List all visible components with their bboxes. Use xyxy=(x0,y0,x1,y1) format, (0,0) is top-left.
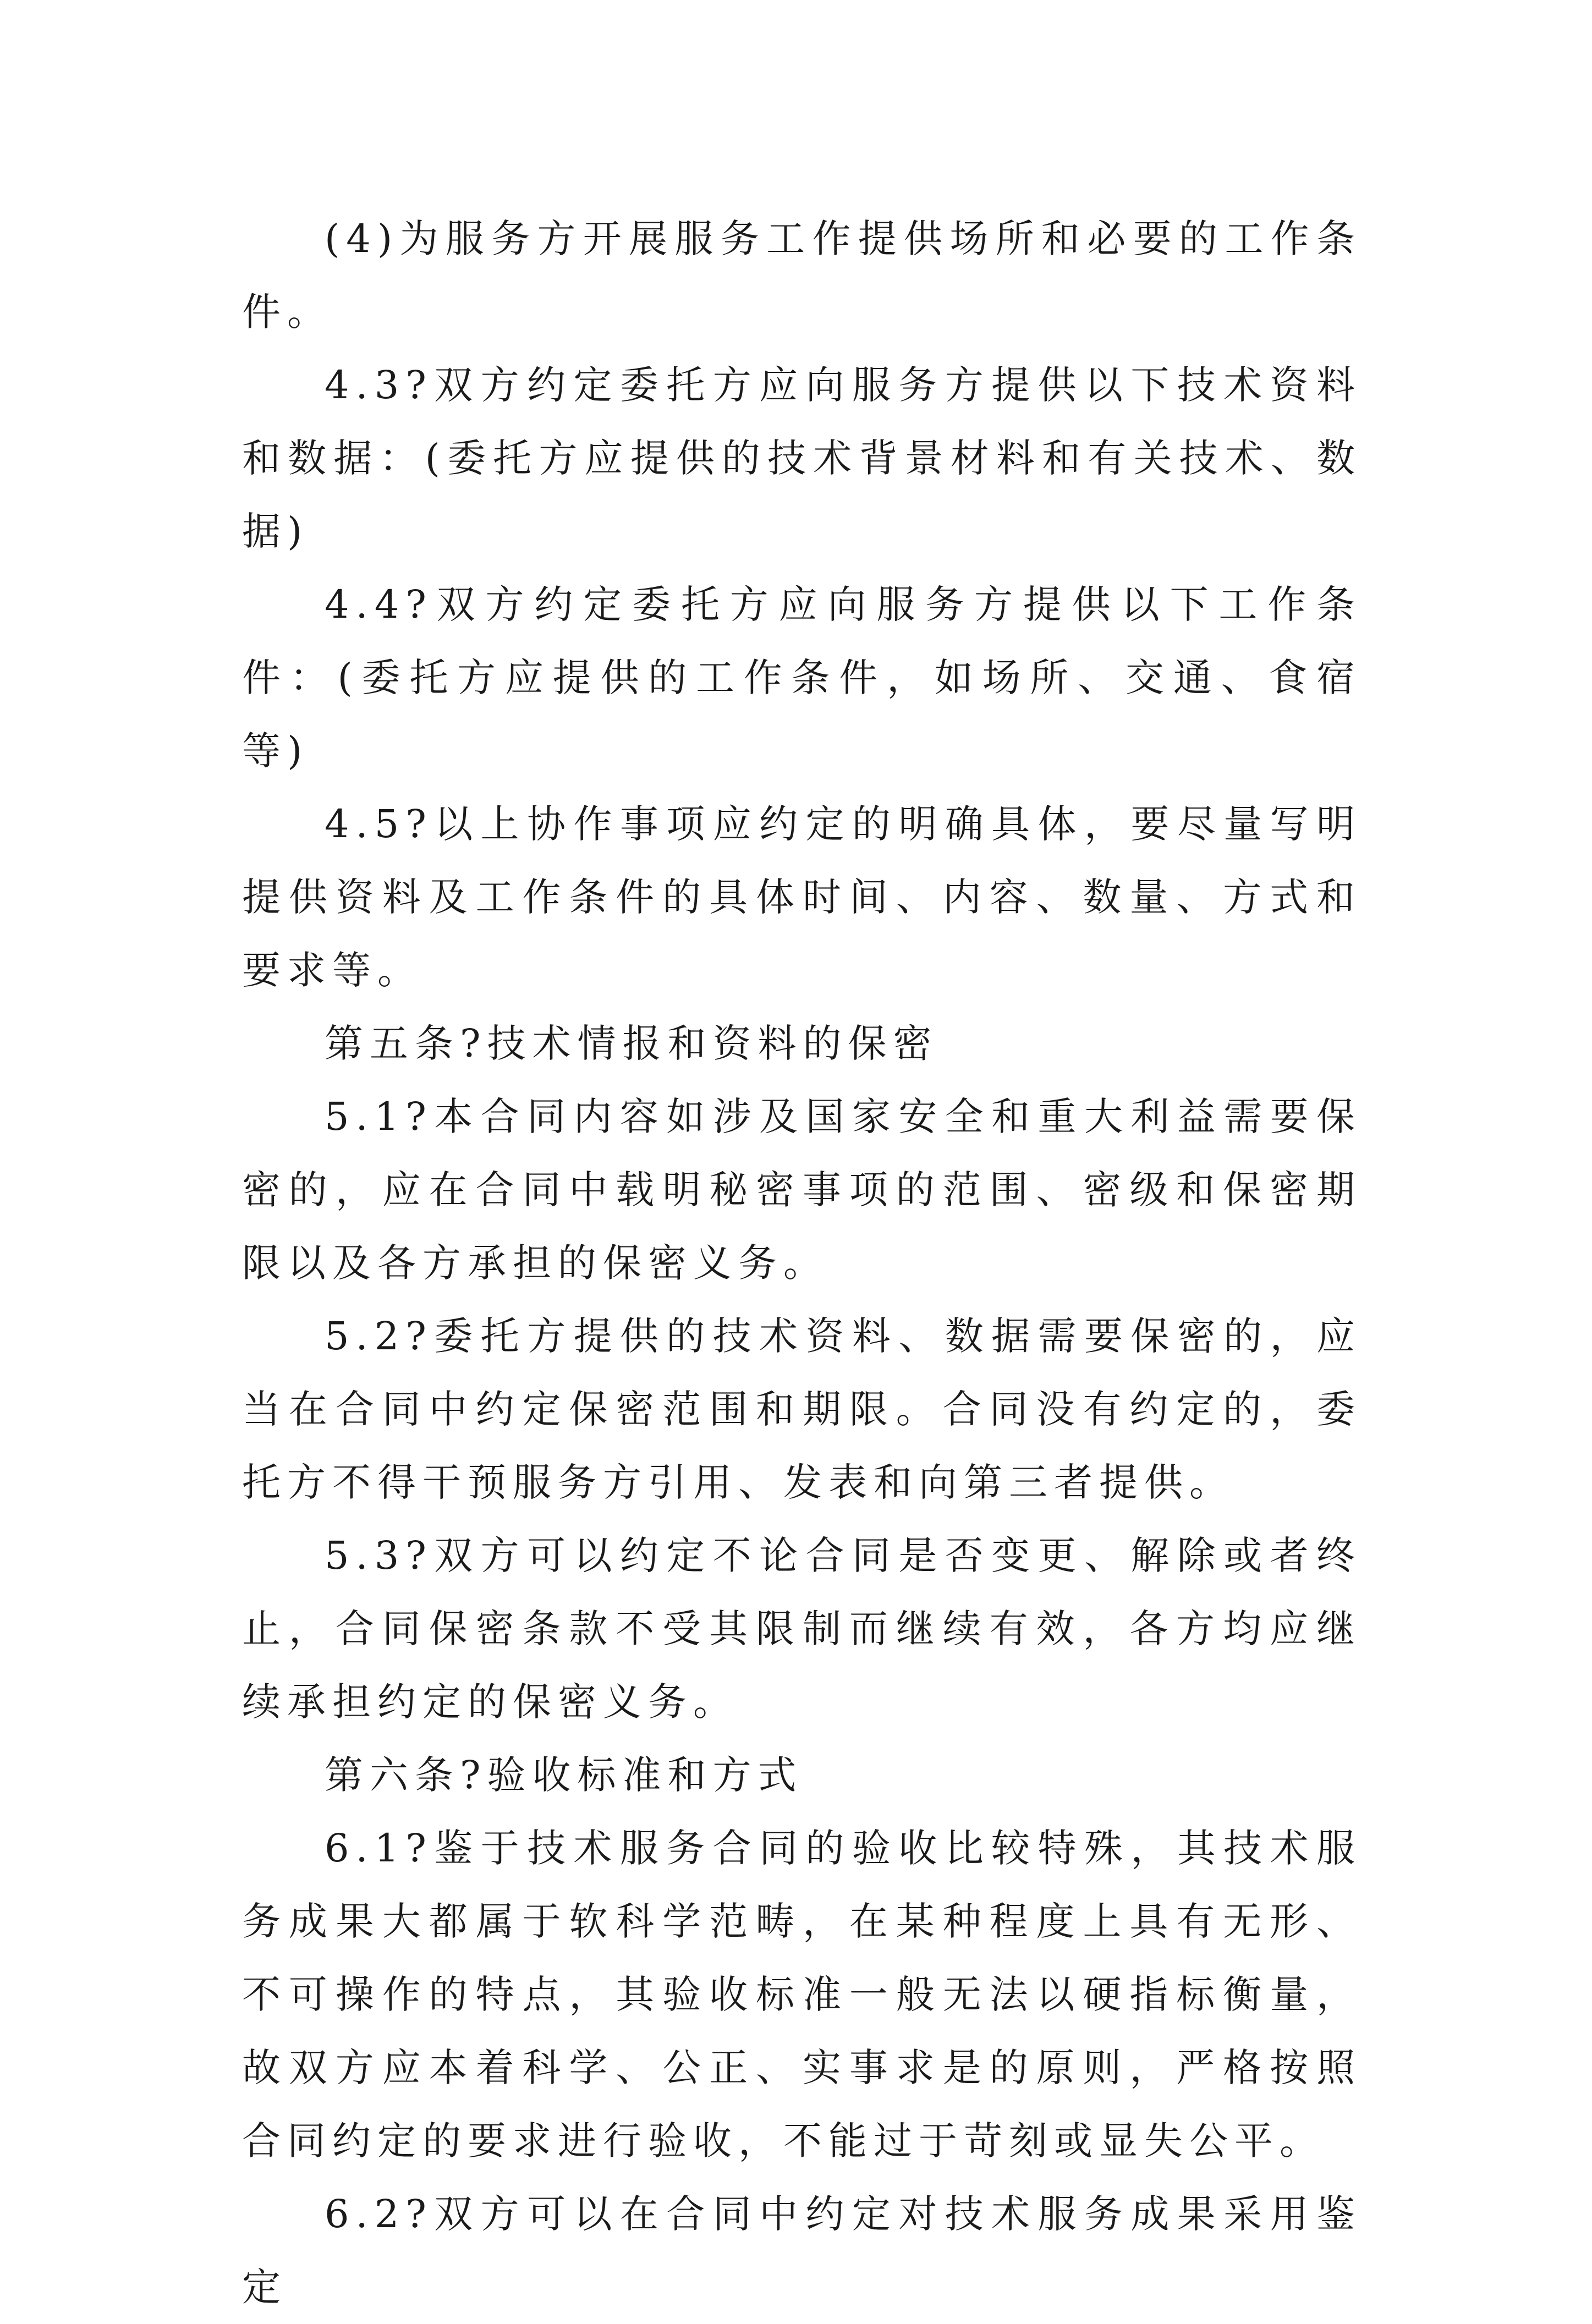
section-heading-article-6: 第六条?验收标准和方式 xyxy=(325,1752,803,1798)
paragraph-5-3: 5.3?双方可以约定不论合同是否变更、解除或者终止，合同保密条款不受其限制而继续有效，各方均应继续承担约定的保密义务。 xyxy=(242,1533,1362,1724)
paragraph-item-4: (4)为服务方开展服务工作提供场所和必要的工作条件。 xyxy=(242,216,1362,334)
paragraph-6-1: 6.1?鉴于技术服务合同的验收比较特殊，其技术服务成果大都属于软科学范畴，在某种程度上具有无形、不可操作的特点，其验收标准一般无法以硬指标衡量，故双方应本着科学、公正、实事求是的原则，严格按照合同约定的要求进行验收，不能过于苛刻或显失公平。 xyxy=(242,1826,1362,2163)
section-heading-article-5: 第五条?技术情报和资料的保密 xyxy=(325,1021,938,1066)
paragraph-4-4: 4.4?双方约定委托方应向服务方提供以下工作条件：(委托方应提供的工作条件，如场所、交通、食宿等) xyxy=(242,582,1362,773)
paragraph-5-1: 5.1?本合同内容如涉及国家安全和重大利益需要保密的，应在合同中载明秘密事项的范围、密级和保密期限以及各方承担的保密义务。 xyxy=(242,1094,1362,1285)
paragraph-5-2: 5.2?委托方提供的技术资料、数据需要保密的，应当在合同中约定保密范围和期限。合同没有约定的，委托方不得干预服务方引用、发表和向第三者提供。 xyxy=(242,1314,1362,1505)
paragraph-4-5: 4.5?以上协作事项应约定的明确具体，要尽量写明提供资料及工作条件的具体时间、内容、数量、方式和要求等。 xyxy=(242,801,1362,993)
document-body xyxy=(242,202,1362,2324)
paragraph-6-2: 6.2?双方可以在合同中约定对技术服务成果采用鉴定 xyxy=(242,2191,1362,2310)
paragraph-4-3: 4.3?双方约定委托方应向服务方提供以下技术资料和数据：(委托方应提供的技术背景材料和有关技术、数据) xyxy=(242,362,1362,554)
